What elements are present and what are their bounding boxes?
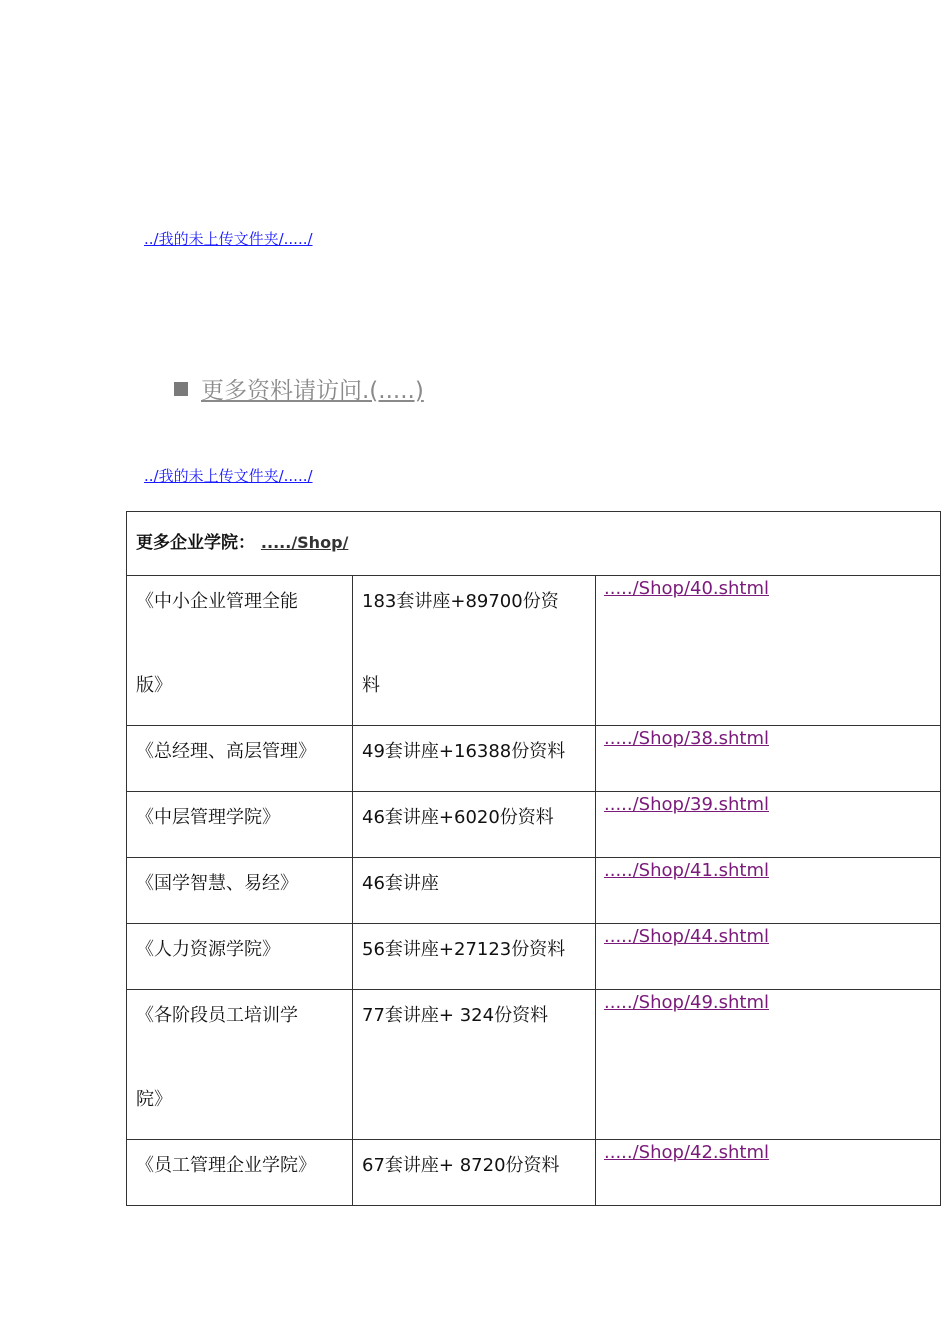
course-name: 《各阶段员工培训学 [136,1005,298,1026]
course-desc: 46套讲座+6020份资料 [362,807,554,828]
course-name-cont: 版》 [136,675,172,696]
course-name-cell [127,726,353,792]
table-row [127,1140,941,1206]
table-row [127,924,941,990]
table-header-cell [127,512,941,576]
course-link[interactable]: ...../Shop/49.shtml [604,992,770,1013]
table-row [127,858,941,924]
course-desc: 183套讲座+89700份资 [362,591,559,612]
square-bullet-icon [174,382,188,396]
course-name-cell [127,924,353,990]
course-link-cell [596,576,941,726]
folder-link-bottom[interactable]: ../我的未上传文件夹/...../ [144,467,313,485]
course-desc-cell [353,1140,596,1206]
course-link-cell [596,990,941,1140]
course-desc: 77套讲座+ 324份资料 [362,1005,549,1026]
course-name-cell [127,576,353,726]
table-header-row [127,512,941,576]
course-link[interactable]: ...../Shop/39.shtml [604,794,770,815]
course-desc: 46套讲座 [362,873,439,894]
course-name-cell [127,1140,353,1206]
course-desc-cell [353,726,596,792]
course-link[interactable]: ...../Shop/40.shtml [604,578,770,599]
course-link-cell [596,1140,941,1206]
folder-link-top[interactable]: ../我的未上传文件夹/...../ [144,230,313,248]
course-link-cell [596,858,941,924]
table-row [127,792,941,858]
course-desc-cell [353,858,596,924]
course-name-cont: 院》 [136,1089,172,1110]
course-link-cell [596,726,941,792]
course-desc-cell [353,792,596,858]
course-desc: 67套讲座+ 8720份资料 [362,1155,560,1176]
course-name: 《中小企业管理全能 [136,591,298,612]
more-resources-line [174,372,424,405]
table-row [127,726,941,792]
course-link-cell [596,792,941,858]
course-link[interactable]: ...../Shop/42.shtml [604,1142,770,1163]
course-name: 《总经理、高层管理》 [136,741,316,762]
course-desc-cell [353,924,596,990]
course-link[interactable]: ...../Shop/44.shtml [604,926,770,947]
header-label: 更多企业学院： [136,533,255,553]
course-name: 《国学智慧、易经》 [136,873,298,894]
course-link[interactable]: ...../Shop/41.shtml [604,860,770,881]
table-row [127,576,941,726]
more-resources-link[interactable]: 更多资料请访问.(.....) [201,378,424,404]
course-name: 《人力资源学院》 [136,939,280,960]
course-link[interactable]: ...../Shop/38.shtml [604,728,770,749]
course-desc-cell [353,576,596,726]
course-desc-cont: 料 [362,675,380,696]
shop-table [126,511,941,1206]
table-row [127,990,941,1140]
course-name-cell [127,858,353,924]
course-desc-cell [353,990,596,1140]
course-link-cell [596,924,941,990]
course-name: 《中层管理学院》 [136,807,280,828]
shop-home-link[interactable]: ...../Shop/ [260,533,349,552]
course-name-cell [127,990,353,1140]
course-desc: 49套讲座+16388份资料 [362,741,566,762]
course-desc: 56套讲座+27123份资料 [362,939,566,960]
course-name-cell [127,792,353,858]
course-name: 《员工管理企业学院》 [136,1155,316,1176]
